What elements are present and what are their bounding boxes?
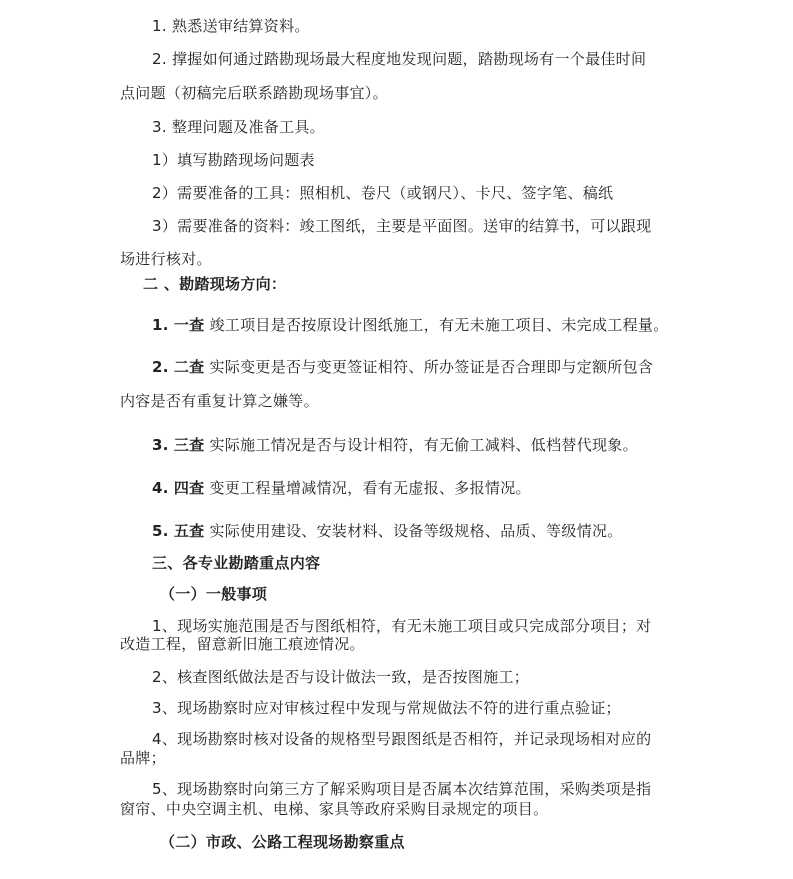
check-item-2-continuation: 内容是否有重复计算之嫌等。 (120, 392, 319, 410)
check-number: 5. (152, 522, 169, 540)
general-item-2: 2、核查图纸做法是否与设计做法一致，是否按图施工； (152, 668, 530, 686)
section1-sub3-line1: 3）需要准备的资料：竣工图纸，主要是平面图。送审的结算书，可以跟现 (152, 217, 652, 235)
check-text: 变更工程量增减情况，看有无虚报、多报情况。 (204, 479, 531, 497)
section1-sub2: 2）需要准备的工具：照相机、卷尺（或钢尺）、卡尺、签字笔、稿纸 (152, 184, 614, 202)
general-item-1-line2: 改造工程，留意新旧施工痕迹情况。 (120, 635, 365, 653)
section1-item1: 1. 熟悉送审结算资料。 (152, 17, 310, 35)
check-number: 3. (152, 436, 169, 454)
general-item-4-line2: 品牌； (120, 749, 166, 767)
section1-item2-line2: 点问题（初稿完后联系踏勘现场事宜）。 (120, 84, 388, 102)
section1-sub1: 1）填写勘踏现场问题表 (152, 151, 315, 169)
check-title: 二查 (173, 358, 205, 376)
section1-item2-line1: 2. 撑握如何通过踏勘现场最大程度地发现问题，踏勘现场有一个最佳时间 (152, 50, 647, 68)
check-text: 实际使用建设、安装材料、设备等级规格、品质、等级情况。 (204, 522, 623, 540)
check-number: 1. (152, 316, 169, 334)
section2-heading: 二 、勘踏现场方向： (143, 275, 287, 293)
section3-subheading-municipal: （二）市政、公路工程现场勘察重点 (160, 833, 405, 851)
check-number: 4. (152, 479, 169, 497)
check-number: 2. (152, 358, 169, 376)
section1-item3: 3. 整理问题及准备工具。 (152, 118, 325, 136)
section3-subheading-general: （一）一般事项 (160, 585, 268, 603)
section3-heading: 三、各专业勘踏重点内容 (152, 554, 321, 572)
check-item-2 (0, 351, 793, 384)
check-item-3 (0, 429, 793, 462)
check-item-5 (0, 515, 793, 548)
general-item-5-line1: 5、现场勘察时向第三方了解采购项目是否属本次结算范围，采购类项是指 (152, 780, 652, 798)
general-item-1-line1: 1、现场实施范围是否与图纸相符，有无未施工项目或只完成部分项目；对 (152, 617, 652, 635)
check-title: 四查 (173, 479, 205, 497)
check-text: 竣工项目是否按原设计图纸施工，有无未施工项目、未完成工程量。 (204, 316, 669, 334)
check-item-4 (0, 472, 793, 505)
check-item-1 (0, 309, 793, 342)
check-text: 实际施工情况是否与设计相符，有无偷工减料、低档替代现象。 (204, 436, 638, 454)
check-text: 实际变更是否与变更签证相符、所办签证是否合理即与定额所包含 (204, 358, 654, 376)
check-title: 五查 (173, 522, 205, 540)
check-title: 三查 (173, 436, 205, 454)
general-item-4-line1: 4、现场勘察时核对设备的规格型号跟图纸是否相符，并记录现场相对应的 (152, 730, 652, 748)
check-title: 一查 (173, 316, 205, 334)
general-item-3: 3、现场勘察时应对审核过程中发现与常规做法不符的进行重点验证； (152, 699, 621, 717)
section1-sub3-line2: 场进行核对。 (120, 250, 212, 268)
general-item-5-line2: 窗帘、中央空调主机、电梯、家具等政府采购目录规定的项目。 (120, 800, 549, 818)
